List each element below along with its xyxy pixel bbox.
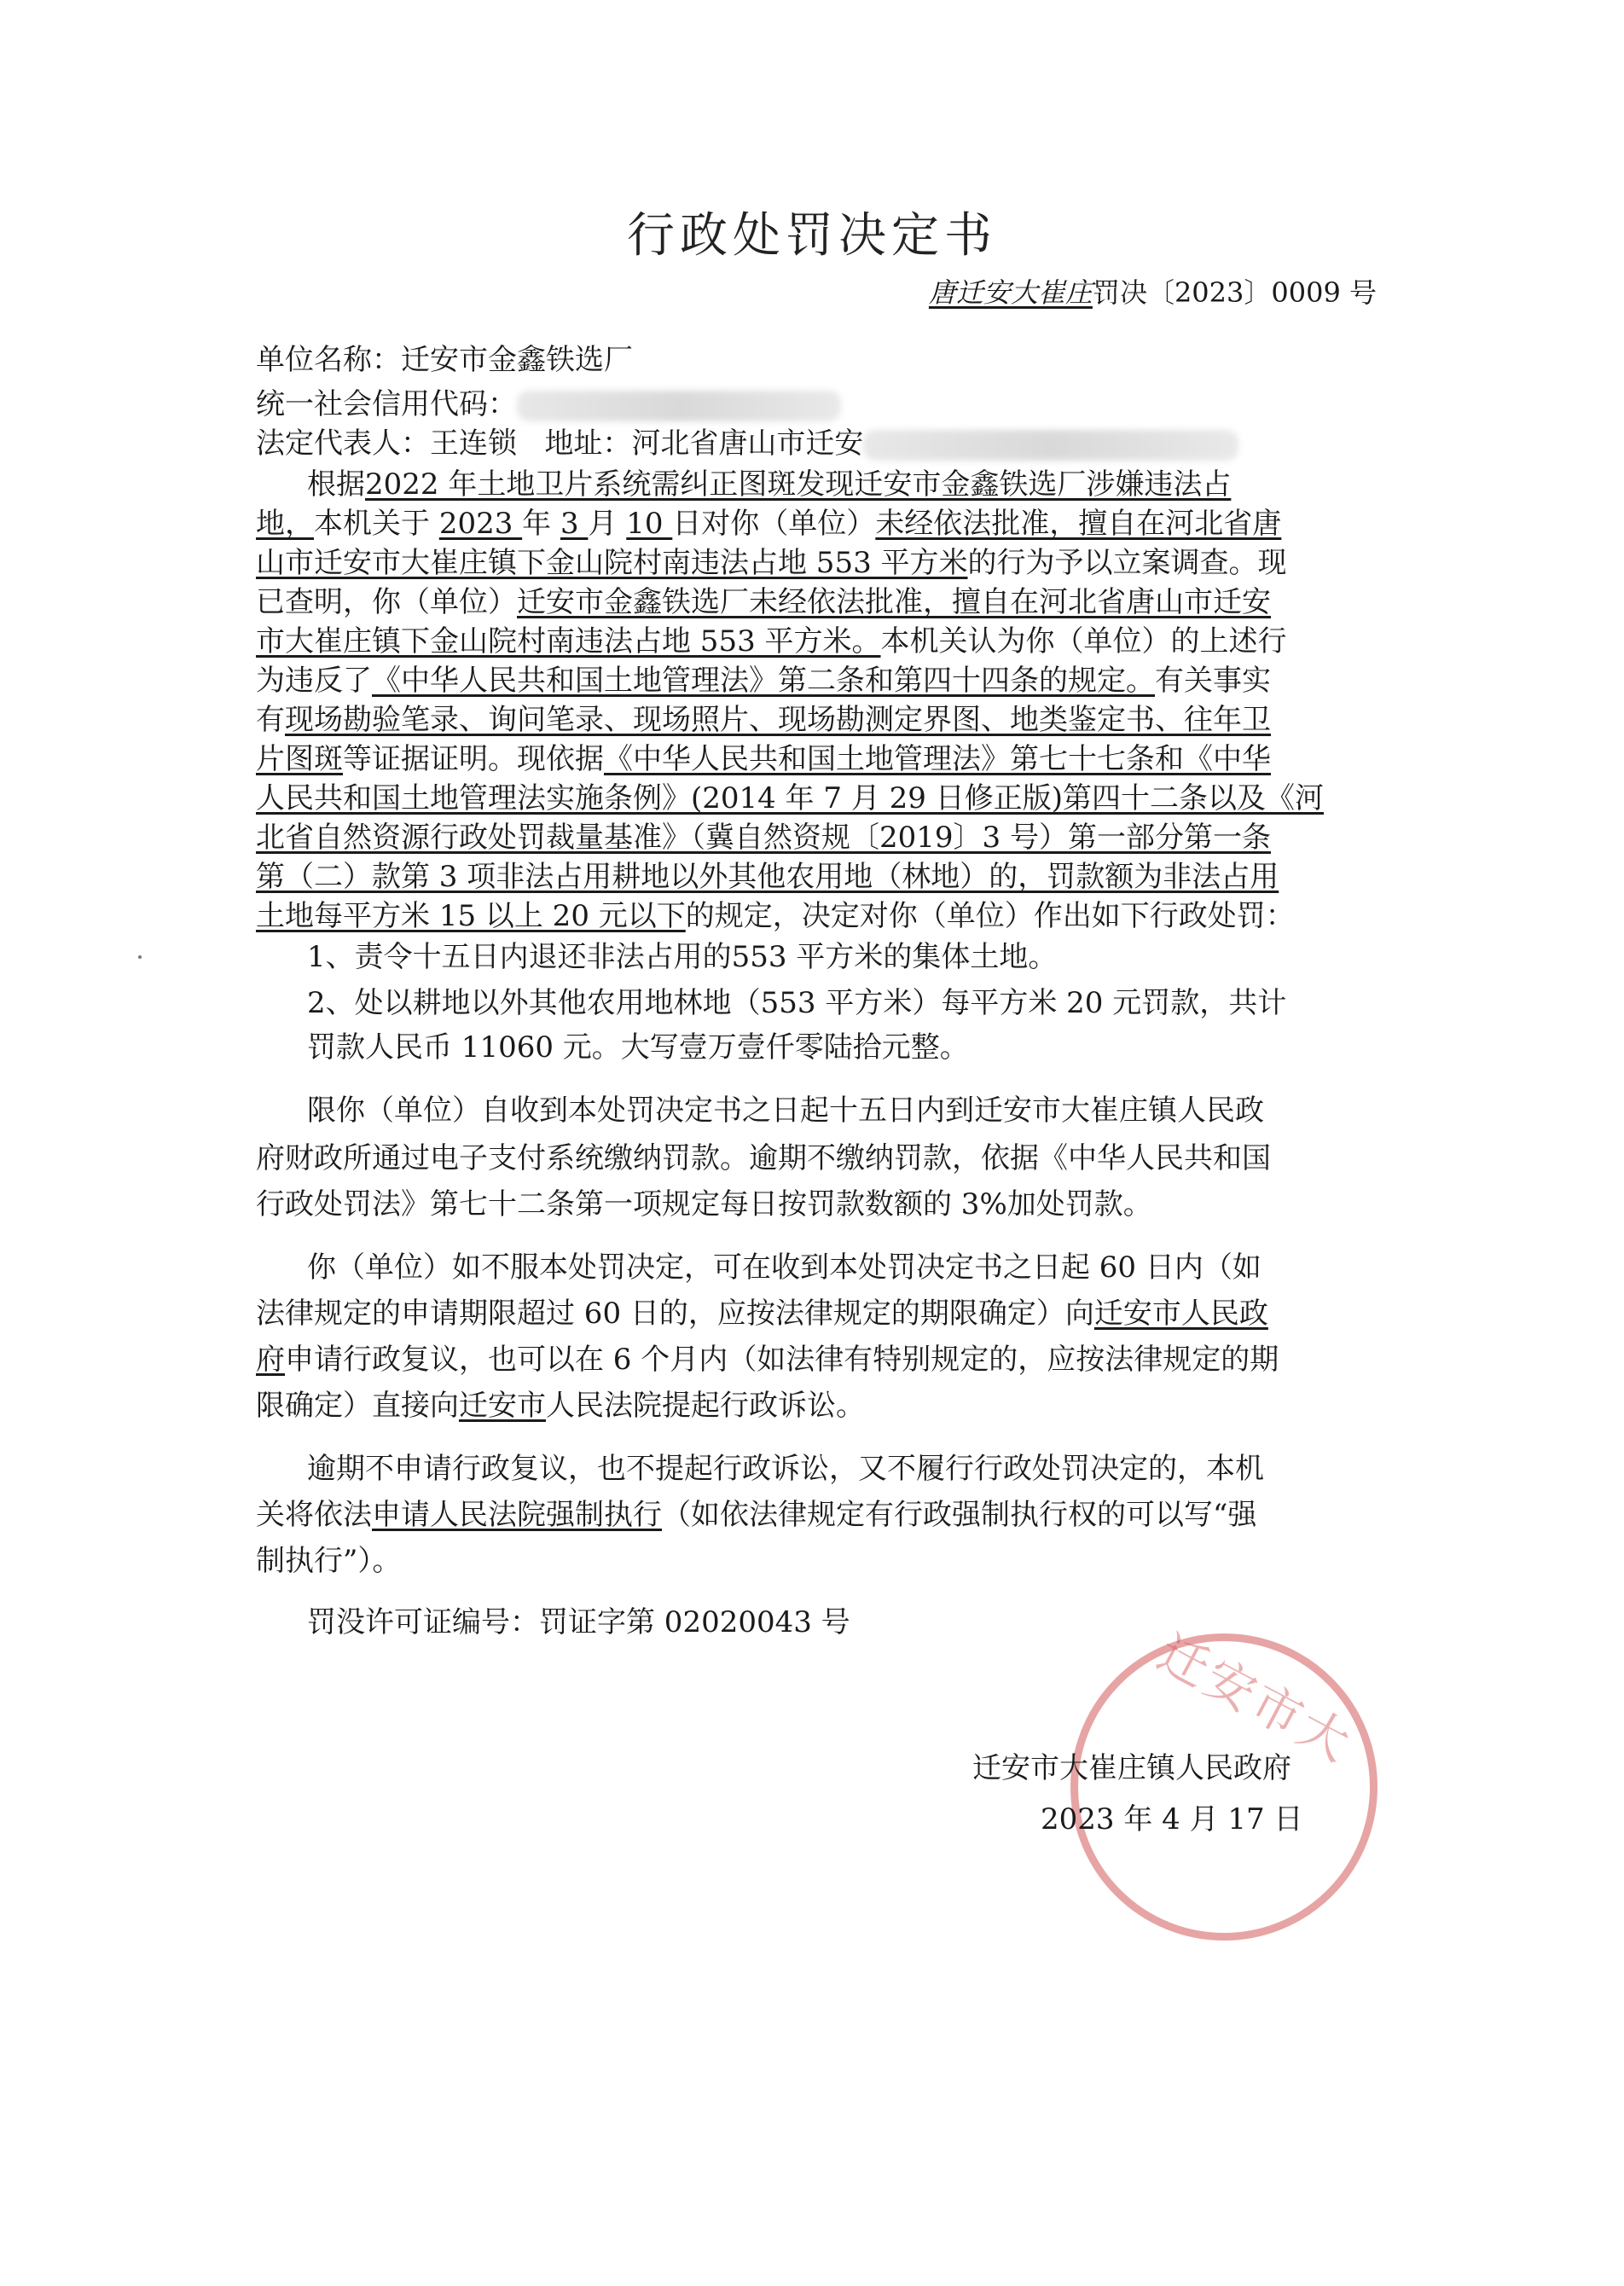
redacted-address bbox=[863, 430, 1238, 461]
paragraph-line: 片图斑等证据证明。现依据《中华人民共和国土地管理法》第七十七条和《中华 bbox=[256, 742, 1271, 776]
paragraph-line: 已查明，你（单位）迁安市金鑫铁选厂未经依法批准，擅自在河北省唐山市迁安 bbox=[256, 585, 1271, 619]
penalty-item-2-cont: 罚款人民币 11060 元。大写壹万壹仟零陆拾元整。 bbox=[307, 1030, 969, 1065]
paragraph-line: 制执行”）。 bbox=[256, 1544, 402, 1578]
paragraph-line: 土地每平方米 15 以上 20 元以下的规定，决定对你（单位）作出如下行政处罚： bbox=[256, 899, 1295, 933]
unit-name-row bbox=[256, 341, 1373, 379]
paragraph-line: 限确定）直接向迁安市人民法院提起行政诉讼。 bbox=[256, 1389, 865, 1423]
paragraph-line: 第（二）款第 3 项非法占用耕地以外其他农用地（林地）的，罚款额为非法占用 bbox=[256, 860, 1279, 894]
scan-speck bbox=[138, 955, 142, 959]
paragraph-line: 为违反了《中华人民共和国土地管理法》第二条和第四十四条的规定。有关事实 bbox=[256, 664, 1271, 698]
legal-rep-row bbox=[256, 425, 1373, 462]
legal-rep-label: 法定代表人： bbox=[256, 426, 430, 461]
document-number-prefix: 唐迁安大崔庄 bbox=[928, 276, 1093, 309]
legal-rep-name: 王连锁 bbox=[430, 426, 517, 461]
penalty-item-2: 2、处以耕地以外其他农用地林地（553 平方米）每平方米 20 元罚款，共计 bbox=[307, 986, 1287, 1020]
paragraph-line: 行政处罚法》第七十二条第一项规定每日按罚款数额的 3%加处罚款。 bbox=[256, 1187, 1152, 1221]
paragraph-line: 地，本机关于 2023 年 3 月 10 日对你（单位）未经依法批准，擅自在河北省唐 bbox=[256, 507, 1282, 541]
issue-date: 2023 年 4 月 17 日 bbox=[1041, 1802, 1303, 1836]
unit-name-label: 单位名称： bbox=[256, 343, 401, 377]
payment-paragraph: 限你（单位）自收到本处罚决定书之日起十五日内到迁安市大崔庄镇人民政 bbox=[307, 1094, 1264, 1128]
paragraph-line: 关将依法申请人民法院强制执行（如依法律规定有行政强制执行权的可以写“强 bbox=[256, 1498, 1257, 1532]
permit-number: 罚没许可证编号：罚证字第 02020043 号 bbox=[307, 1605, 850, 1639]
paragraph-line: 市大崔庄镇下金山院村南违法占地 553 平方米。本机关认为你（单位）的上述行 bbox=[256, 624, 1287, 659]
document-number-suffix: 罚决〔2023〕0009 号 bbox=[1092, 276, 1377, 309]
official-seal-text: 迁安市大 bbox=[1148, 1623, 1363, 1774]
credit-code-label: 统一社会信用代码： bbox=[256, 387, 517, 421]
document-title: 行政处罚决定书 bbox=[627, 208, 997, 264]
paragraph-line: 府申请行政复议，也可以在 6 个月内（如法律有特别规定的，应按法律规定的期 bbox=[256, 1343, 1279, 1377]
document-number bbox=[929, 271, 1377, 310]
issuing-authority: 迁安市大崔庄镇人民政府 bbox=[972, 1751, 1291, 1785]
redacted-credit-code bbox=[517, 391, 841, 421]
paragraph-line: 人民共和国土地管理法实施条例》(2014 年 7 月 29 日修正版)第四十二条以及《河 bbox=[256, 781, 1324, 815]
paragraph-line: 法律规定的申请期限超过 60 日的，应按法律规定的期限确定）向迁安市人民政 bbox=[256, 1297, 1268, 1331]
credit-code-row bbox=[256, 386, 1373, 423]
paragraph-line: 根据2022 年土地卫片系统需纠正图斑发现迁安市金鑫铁选厂涉嫌违法占 bbox=[307, 467, 1232, 502]
enforcement-paragraph: 逾期不申请行政复议，也不提起行政诉讼，又不履行行政处罚决定的，本机 bbox=[307, 1452, 1264, 1486]
paragraph-line: 有现场勘验笔录、询问笔录、现场照片、现场勘测定界图、地类鉴定书、往年卫 bbox=[256, 703, 1271, 737]
unit-name-value: 迁安市金鑫铁选厂 bbox=[401, 343, 633, 377]
penalty-item-1: 1、责令十五日内退还非法占用的553 平方米的集体土地。 bbox=[307, 940, 1058, 974]
address-value: 河北省唐山市迁安 bbox=[631, 426, 864, 461]
appeal-paragraph: 你（单位）如不服本处罚决定，可在收到本处罚决定书之日起 60 日内（如 bbox=[307, 1250, 1262, 1285]
address-label: 地址： bbox=[544, 426, 632, 461]
paragraph-line: 山市迁安市大崔庄镇下金山院村南违法占地 553 平方米的行为予以立案调查。现 bbox=[256, 546, 1287, 580]
paragraph-line: 府财政所通过电子支付系统缴纳罚款。逾期不缴纳罚款，依据《中华人民共和国 bbox=[256, 1141, 1271, 1175]
paragraph-line: 北省自然资源行政处罚裁量基准》（冀自然资规〔2019〕3 号）第一部分第一条 bbox=[256, 821, 1271, 855]
